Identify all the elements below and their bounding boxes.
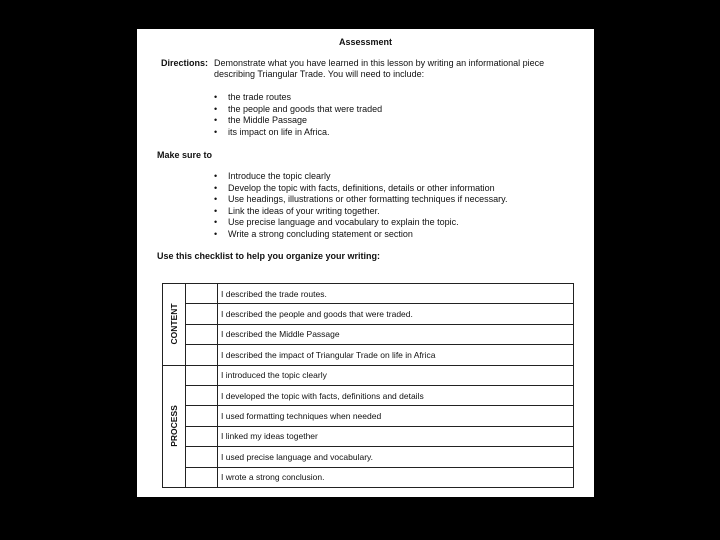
bullet-icon: • bbox=[214, 182, 218, 193]
table-row bbox=[163, 406, 574, 426]
checklist-item: I described the impact of Triangular Trade on life in Africa bbox=[218, 345, 574, 365]
page-title: Assessment bbox=[338, 37, 393, 47]
checkbox-cell[interactable] bbox=[186, 385, 218, 405]
table-row bbox=[163, 304, 574, 324]
table-row bbox=[163, 385, 574, 405]
checkbox-cell[interactable] bbox=[186, 304, 218, 324]
bullet-icon: • bbox=[214, 194, 218, 204]
list-item: • the trade routes bbox=[214, 92, 292, 102]
checklist-item: I introduced the topic clearly bbox=[218, 365, 574, 385]
make-sure-list bbox=[214, 171, 507, 240]
checklist-heading: Use this checklist to help you organize your writing: bbox=[157, 251, 381, 261]
bullet-icon: • bbox=[214, 205, 218, 216]
checkbox-cell[interactable] bbox=[186, 324, 218, 344]
table-row bbox=[163, 324, 574, 344]
table-row bbox=[163, 447, 574, 467]
checklist-item: I linked my ideas together bbox=[218, 426, 574, 446]
checkbox-cell[interactable] bbox=[186, 406, 218, 426]
checkbox-cell[interactable] bbox=[186, 467, 218, 487]
checklist-item: I described the trade routes. bbox=[218, 284, 574, 304]
list-item: • Introduce the topic clearly bbox=[214, 171, 331, 181]
checkbox-cell[interactable] bbox=[186, 284, 218, 304]
category-label-process: PROCESS bbox=[169, 405, 179, 448]
bullet-icon: • bbox=[214, 217, 218, 227]
table-row bbox=[163, 284, 574, 304]
checklist-table bbox=[162, 283, 574, 488]
table-row bbox=[163, 467, 574, 487]
checklist-item: I used formatting techniques when needed bbox=[218, 406, 574, 426]
list-item: • Develop the topic with facts, definitions, details or other information bbox=[214, 182, 495, 193]
checklist-item: I used precise language and vocabulary. bbox=[218, 447, 574, 467]
table-row bbox=[163, 426, 574, 446]
list-item: • Use headings, illustrations or other formatting techniques if necessary. bbox=[214, 194, 508, 204]
directions-label: Directions: bbox=[161, 58, 209, 68]
make-sure-heading: Make sure to bbox=[157, 150, 213, 160]
checklist-item: I described the Middle Passage bbox=[218, 324, 574, 344]
list-item: • Write a strong concluding statement or section bbox=[214, 228, 413, 239]
category-label-content: CONTENT bbox=[169, 303, 179, 345]
table-row bbox=[163, 345, 574, 365]
checklist-item: I developed the topic with facts, definitions and details bbox=[218, 385, 574, 405]
list-item: • Link the ideas of your writing together. bbox=[214, 205, 380, 216]
checklist-item: I wrote a strong conclusion. bbox=[218, 467, 574, 487]
category-cell-content bbox=[163, 284, 186, 366]
directions-text: Demonstrate what you have learned in this lesson by writing an informational piece describing Triangular Trade. You will need to include: bbox=[214, 58, 545, 79]
checklist-item: I described the people and goods that were traded. bbox=[218, 304, 574, 324]
list-item: • Use precise language and vocabulary to explain the topic. bbox=[214, 217, 459, 227]
bullet-icon: • bbox=[214, 228, 218, 239]
assessment-page bbox=[137, 29, 594, 497]
bullet-icon: • bbox=[214, 126, 218, 137]
bullet-icon: • bbox=[214, 115, 218, 125]
table-row bbox=[163, 365, 574, 385]
checkbox-cell[interactable] bbox=[186, 345, 218, 365]
include-list bbox=[214, 92, 382, 138]
checkbox-cell[interactable] bbox=[186, 447, 218, 467]
list-item: • its impact on life in Africa. bbox=[214, 126, 330, 137]
bullet-icon: • bbox=[214, 103, 218, 114]
bullet-icon: • bbox=[214, 171, 218, 181]
checkbox-cell[interactable] bbox=[186, 426, 218, 446]
checkbox-cell[interactable] bbox=[186, 365, 218, 385]
list-item: • the Middle Passage bbox=[214, 115, 308, 125]
category-cell-process bbox=[163, 365, 186, 487]
bullet-icon: • bbox=[214, 92, 218, 102]
list-item: • the people and goods that were traded bbox=[214, 103, 383, 114]
